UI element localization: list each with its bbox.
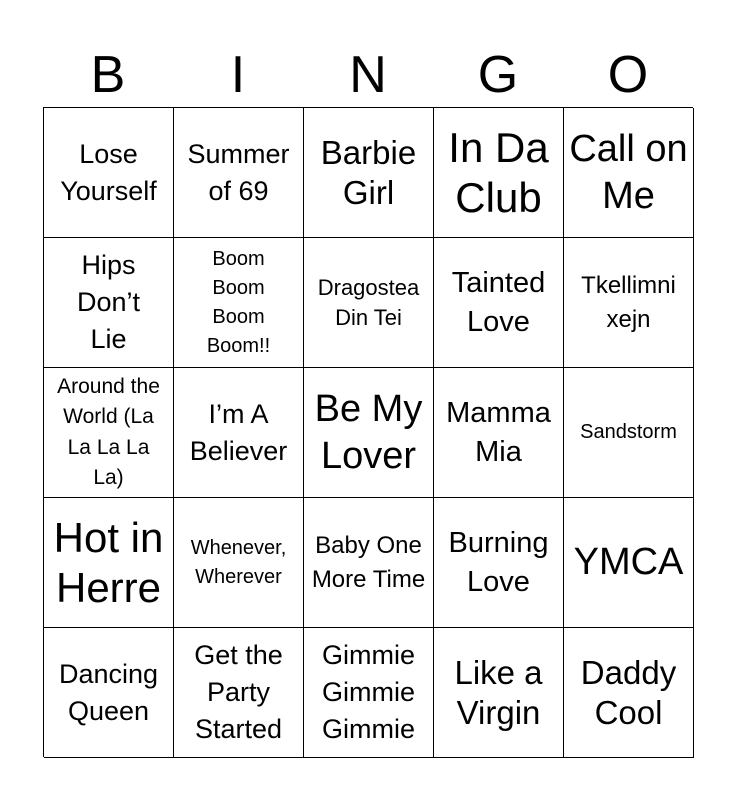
bingo-cell-r4c1[interactable] (44, 498, 174, 628)
bingo-cell-r4c4[interactable] (434, 498, 564, 628)
bingo-cell-r4c5[interactable] (564, 498, 694, 628)
bingo-cell-r1c4[interactable] (434, 108, 564, 238)
cell-label: Whenever, Wherever (190, 536, 287, 588)
bingo-cell-r3c5[interactable] (564, 368, 694, 498)
bingo-cell-r3c3[interactable] (304, 368, 434, 498)
header-letter-i: I (230, 46, 246, 104)
header-letter-n: N (349, 46, 387, 104)
bingo-cell-r5c2[interactable] (174, 628, 304, 758)
cell-label: Tainted Love (451, 266, 546, 338)
cell-label: Hot in Herre (53, 514, 164, 611)
bingo-cell-r5c5[interactable] (564, 628, 694, 758)
cell-label: Call on Me (569, 128, 688, 217)
cell-label: Gimmie Gimmie Gimmie (322, 640, 415, 744)
cell-label: Mamma Mia (446, 396, 551, 468)
bingo-cell-r5c4[interactable] (434, 628, 564, 758)
cell-label: Summer of 69 (187, 138, 290, 206)
header-letter-b: B (90, 46, 126, 104)
bingo-cell-r3c2[interactable] (174, 368, 304, 498)
cell-label: Lose Yourself (60, 138, 157, 206)
bingo-cell-r2c4[interactable] (434, 238, 564, 368)
bingo-cell-r3c4[interactable] (434, 368, 564, 498)
cell-label: Barbie Girl (320, 133, 417, 211)
bingo-cell-r5c3[interactable] (304, 628, 434, 758)
bingo-board (43, 107, 693, 757)
cell-label: Like a Virgin (454, 653, 543, 731)
bingo-header (43, 45, 693, 105)
bingo-cell-r1c3[interactable] (304, 108, 434, 238)
bingo-cell-r2c2[interactable] (174, 238, 304, 368)
bingo-cell-r1c1[interactable] (44, 108, 174, 238)
cell-label: I’m A Believer (189, 398, 288, 466)
bingo-cell-r3c1[interactable] (44, 368, 174, 498)
header-letter-g: G (477, 46, 519, 104)
bingo-cell-r1c2[interactable] (174, 108, 304, 238)
cell-label: Around the World (La La La La La) (57, 375, 160, 489)
bingo-cell-r4c3[interactable] (304, 498, 434, 628)
bingo-cell-r2c3[interactable] (304, 238, 434, 368)
cell-label: Sandstorm (580, 421, 677, 443)
cell-label: Get the Party Started (194, 640, 283, 744)
cell-label: Dancing Queen (58, 658, 159, 726)
cell-label: Baby One More Time (311, 531, 426, 593)
cell-label: In Da Club (448, 124, 549, 221)
header-letter-o: O (607, 46, 649, 104)
cell-label: Hips Don’t Lie (76, 250, 141, 354)
bingo-cell-r5c1[interactable] (44, 628, 174, 758)
cell-label: Tkellimni xejn (581, 271, 676, 333)
cell-label: Be My Lover (314, 388, 423, 477)
bingo-cell-r2c5[interactable] (564, 238, 694, 368)
cell-label: Daddy Cool (580, 653, 677, 731)
cell-label: Burning Love (448, 526, 549, 598)
cell-label: YMCA (573, 541, 684, 584)
bingo-cell-r1c5[interactable] (564, 108, 694, 238)
bingo-cell-r2c1[interactable] (44, 238, 174, 368)
cell-label: Boom Boom Boom Boom!! (206, 247, 271, 357)
cell-label: Dragostea Din Tei (317, 275, 420, 330)
bingo-cell-r4c2[interactable] (174, 498, 304, 628)
